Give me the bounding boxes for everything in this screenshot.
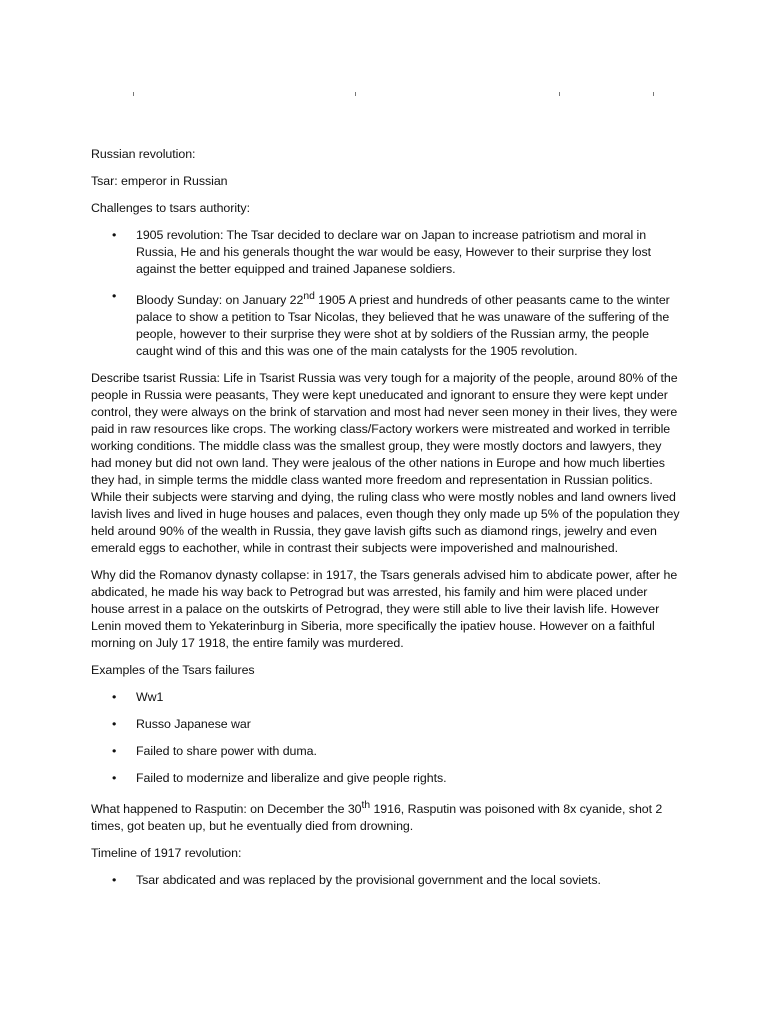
document-heading: Russian revolution: [91, 147, 196, 161]
describe-tsarist-russia-paragraph: Describe tsarist Russia: Life in Tsarist Russia was very tough for a majority of the people, around 80% of the people in Russia were peasants, They were kept uneducated and ignorant to ensure they were kept under control, they were always on the brink of starvation and most had never seen money in their lives, they were paid in raw resources like crops. The working class/Factory workers were mistreated and worked in terrible working conditions. The middle class was the smallest group, they were mostly doctors and lawyers, they had money but did not own land. They were jealous of the other nations in Europe and how much liberties they had, in simple terms the middle class wanted more freedom and representation in Russian politics. While their subjects were starving and dying, the ruling class who were mostly nobles and land owners lived lavish lives and lived in huge houses and palaces, even though they only made up 5% of the population they held around 90% of the wealth in Russia, they gave lavish gifts such as diamond rings, jewelry and even emerald eggs to eachother, while in contrast their subjects were impoverished and malnourished. [91, 371, 680, 556]
failure-item: • Failed to modernize and liberalize and give people rights. [136, 770, 681, 787]
ordinal-suffix: th [361, 800, 371, 812]
timeline-heading: Timeline of 1917 revolution: [91, 846, 242, 861]
challenge-text: 1905 A priest and hundreds of other peasants came to the winter palace to show a petition to Tsar Nicolas, they believed that he was unaware of the suffering of the people, however to their surprise they were shot at by soldiers of the Russian army, the people caught wind of this and this was one of the main catalysts for the 1905 revolution. [136, 293, 670, 359]
failure-item: • Failed to share power with duma. [136, 743, 681, 760]
romanov-collapse-paragraph: Why did the Romanov dynasty collapse: in 1917, the Tsars generals advised him to abdicate power, after he abdicated, he made his way back to Petrograd but was arrested, his family and him were placed under house arrest in a palace on the outskirts of Petrograd, they were still able to live their lavish life. However Lenin moved them to Yekaterinburg in Siberia, more specifically the ipatiev house. However on a faithful morning on July 17 1918, the entire family was murdered. [91, 568, 678, 651]
ordinal-suffix: nd [303, 291, 315, 302]
failure-item: • Ww1 [136, 689, 681, 706]
tsar-definition: Tsar: emperor in Russian [91, 174, 228, 188]
challenges-list [91, 227, 681, 360]
failures-heading: Examples of the Tsars failures [91, 663, 255, 678]
rasputin-paragraph [91, 797, 681, 835]
challenge-item-bloody-sunday [136, 288, 681, 360]
header-speck [559, 92, 560, 96]
timeline-list [91, 872, 681, 889]
challenge-text: Bloody Sunday: on January 22 [136, 293, 304, 308]
rasputin-text: 1916, Rasputin was poisoned with 8x cyanide, shot 2 times, got beaten up, but he eventually died from drowning. [91, 802, 663, 834]
document-body [91, 146, 681, 899]
failures-list [91, 689, 681, 787]
challenge-item-1905-revolution [136, 227, 681, 278]
challenges-heading: Challenges to tsars authority: [91, 201, 250, 215]
failure-item: • Russo Japanese war [136, 716, 681, 733]
challenge-text: 1905 revolution: The Tsar decided to declare war on Japan to increase patriotism and moral in Russia, He and his generals thought the war would be easy, However to their surprise they lost against the better equipped and trained Japanese soldiers. [136, 228, 652, 276]
timeline-item: • Tsar abdicated and was replaced by the provisional government and the local soviets. [136, 872, 681, 889]
header-speck [653, 92, 654, 96]
rasputin-text: What happened to Rasputin: on December the 30 [91, 802, 362, 817]
header-speck [355, 92, 356, 96]
header-speck [133, 92, 134, 96]
